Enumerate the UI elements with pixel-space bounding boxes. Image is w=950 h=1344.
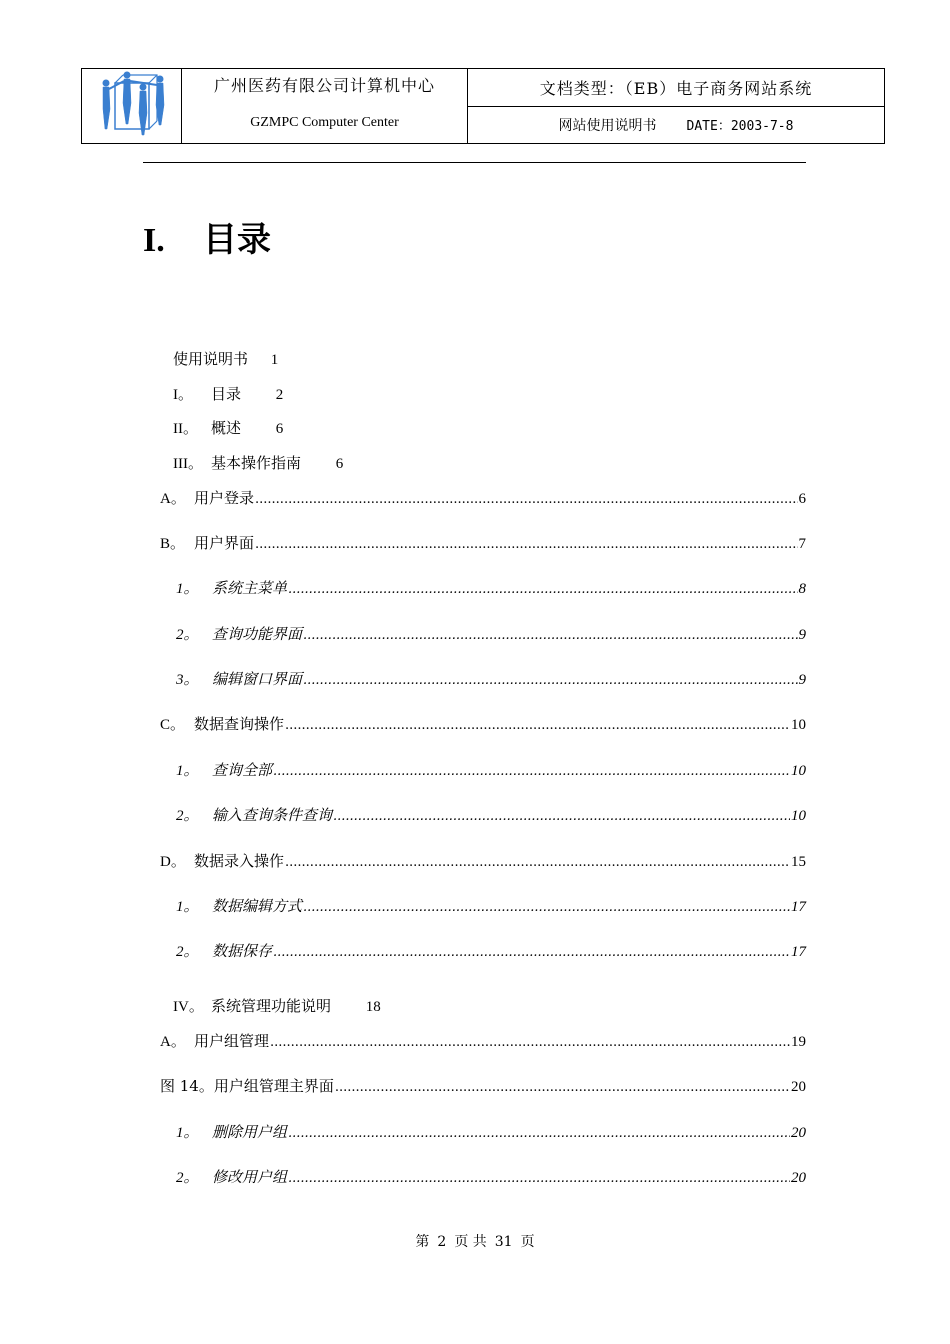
toc-entry-number: 2。 — [176, 1170, 199, 1186]
toc-leader-dots — [285, 852, 790, 870]
toc-leader-dots — [273, 761, 790, 779]
footer-prefix: 第 — [415, 1234, 430, 1250]
toc-item-text: 概述 — [211, 419, 242, 437]
toc-entry-number: A。 — [160, 1034, 186, 1050]
page-title — [143, 212, 271, 261]
toc-entry-text: 用户组管理 — [194, 1032, 270, 1050]
toc-item-page: 6 — [335, 456, 344, 472]
footer-page-number: 2 — [437, 1234, 447, 1250]
toc-entry[interactable] — [160, 1030, 806, 1051]
toc-entry-page: 20 — [791, 1125, 806, 1141]
company-logo-icon — [97, 69, 167, 139]
toc-entry-number: 1。 — [176, 899, 199, 915]
toc-entry-text: 数据录入操作 — [194, 852, 285, 870]
toc-entry-text: 图 14。用户组管理主界面 — [160, 1077, 334, 1095]
toc-entry-page: 10 — [791, 808, 806, 824]
toc-leader-dots — [255, 534, 797, 552]
toc-entry-page: 15 — [791, 854, 806, 870]
doc-type: 文档类型：（EB）电子商务网站系统 — [468, 69, 885, 107]
company-name-en: GZMPC Computer Center — [250, 115, 399, 130]
toc-entry-text: 查询全部 — [212, 761, 273, 779]
toc-entry-number: 1。 — [176, 581, 199, 597]
toc-item-number: III。 — [173, 456, 203, 472]
toc-item-page: 2 — [275, 387, 284, 403]
toc-item-text: 基本操作指南 — [211, 454, 302, 472]
toc-entry-number: 1。 — [176, 1125, 199, 1141]
toc-entry-text: 系统主菜单 — [212, 579, 288, 597]
toc-entry-text: 数据保存 — [212, 942, 273, 960]
toc-entry-number: 2。 — [176, 808, 199, 824]
toc-entry-page: 10 — [791, 763, 806, 779]
toc-entry[interactable] — [160, 850, 806, 871]
toc-leader-dots — [303, 670, 797, 688]
toc-entry[interactable] — [176, 759, 806, 780]
toc-entry-number: 1。 — [176, 763, 199, 779]
toc-item-page: 18 — [365, 999, 381, 1015]
toc-item[interactable] — [173, 417, 283, 438]
toc-entry-text: 数据查询操作 — [194, 715, 285, 733]
toc-leader-dots — [303, 625, 797, 643]
toc-item[interactable] — [173, 383, 283, 404]
doc-date: DATE：2003-7-8 — [686, 118, 794, 134]
toc-entry-number: B。 — [160, 536, 186, 552]
toc-item-number: II。 — [173, 421, 198, 437]
toc-entry-page: 9 — [798, 627, 806, 643]
toc-entry[interactable] — [160, 713, 806, 734]
page-footer — [0, 1231, 950, 1251]
toc-item-page: 1 — [270, 352, 279, 368]
toc-entry-page: 8 — [798, 581, 806, 597]
toc-entry-number: 3。 — [176, 672, 199, 688]
document-header — [81, 68, 885, 144]
toc-entry-page: 17 — [791, 899, 806, 915]
toc-leader-dots — [288, 579, 797, 597]
toc-entry[interactable] — [176, 1166, 806, 1187]
toc-entry-page: 9 — [798, 672, 806, 688]
toc-entry-text: 修改用户组 — [212, 1168, 288, 1186]
company-name-cn: 广州医药有限公司计算机中心 — [213, 76, 435, 95]
toc-entry[interactable] — [160, 487, 806, 508]
toc-entry[interactable] — [176, 668, 806, 689]
toc-entry-text: 数据编辑方式 — [212, 897, 303, 915]
toc-leader-dots — [288, 1123, 790, 1141]
footer-suffix: 页 — [520, 1234, 535, 1250]
header-divider — [143, 162, 806, 163]
toc-entry-text: 输入查询条件查询 — [212, 806, 333, 824]
toc-item-text: 使用说明书 — [173, 350, 249, 368]
footer-middle: 页 共 — [454, 1234, 487, 1250]
toc-entry[interactable] — [176, 895, 806, 916]
title-number: I. — [143, 222, 165, 259]
toc-entry-number: 2。 — [176, 944, 199, 960]
toc-entry-page: 7 — [798, 536, 806, 552]
toc-item-number: IV。 — [173, 999, 204, 1015]
footer-total-pages: 31 — [494, 1234, 513, 1250]
toc-entry-page: 20 — [791, 1079, 806, 1095]
toc-item[interactable] — [173, 995, 381, 1016]
toc-entry-number: 2。 — [176, 627, 199, 643]
toc-entry[interactable] — [176, 623, 806, 644]
toc-entry-number: C。 — [160, 717, 186, 733]
company-cell — [182, 69, 468, 144]
toc-entry-number: D。 — [160, 854, 186, 870]
toc-item-text: 系统管理功能说明 — [211, 997, 332, 1015]
toc-entry-text: 用户界面 — [194, 534, 255, 552]
toc-leader-dots — [333, 806, 790, 824]
toc-entry-number: A。 — [160, 491, 186, 507]
toc-entry[interactable] — [176, 804, 806, 825]
toc-entry-page: 20 — [791, 1170, 806, 1186]
toc-entry-text: 用户登录 — [194, 489, 255, 507]
toc-item-number: I。 — [173, 387, 193, 403]
title-text: 目录 — [203, 220, 271, 260]
toc-entry-text: 查询功能界面 — [212, 625, 303, 643]
toc-item[interactable] — [173, 452, 343, 473]
toc-item-page: 6 — [275, 421, 284, 437]
toc-entry[interactable] — [160, 532, 806, 553]
toc-leader-dots — [285, 715, 790, 733]
toc-leader-dots — [303, 897, 790, 915]
toc-entry[interactable] — [176, 1121, 806, 1142]
doc-name-cell — [468, 106, 885, 144]
toc-entry-page: 10 — [791, 717, 806, 733]
toc-entry-page: 17 — [791, 944, 806, 960]
toc-leader-dots — [335, 1077, 790, 1095]
toc-entry-page: 6 — [798, 491, 806, 507]
toc-leader-dots — [273, 942, 790, 960]
doc-name: 网站使用说明书 — [558, 117, 657, 134]
toc-entry[interactable] — [160, 1075, 806, 1096]
toc-entry-text: 编辑窗口界面 — [212, 670, 303, 688]
toc-leader-dots — [255, 489, 797, 507]
logo-cell — [82, 69, 182, 144]
toc-entry[interactable] — [176, 940, 806, 961]
toc-entry-page: 19 — [791, 1034, 806, 1050]
toc-leader-dots — [270, 1032, 790, 1050]
toc-entry-text: 删除用户组 — [212, 1123, 288, 1141]
toc-entry[interactable] — [176, 577, 806, 598]
toc-leader-dots — [288, 1168, 790, 1186]
toc-item-text: 目录 — [211, 385, 242, 403]
toc-item[interactable] — [173, 348, 278, 369]
